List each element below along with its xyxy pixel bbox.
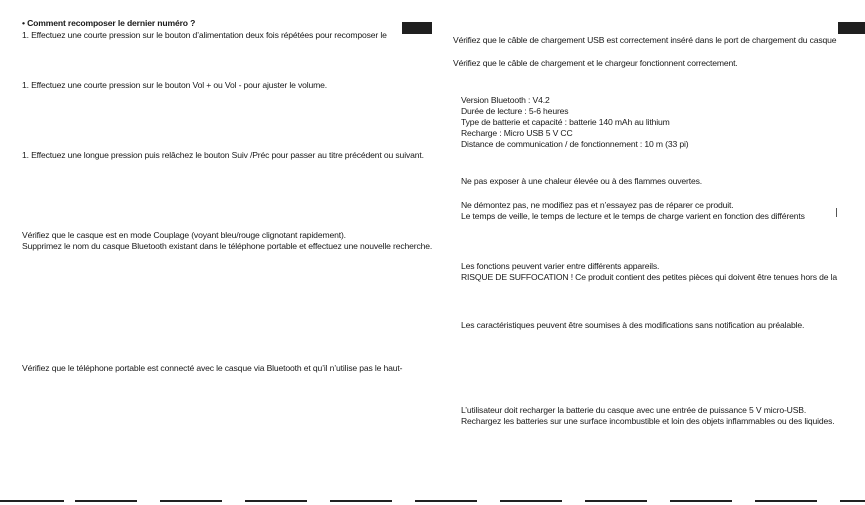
pairing-check-1: Vérifiez que le casque est en mode Couplage (voyant bleu/rouge clignotant rapidement).	[22, 230, 346, 240]
bottom-rule-4	[245, 500, 307, 502]
note-functions: Les fonctions peuvent varier entre différents appareils.	[461, 261, 660, 271]
connection-check: Vérifiez que le téléphone portable est connecté avec le casque via Bluetooth et qu’il n’utilise pas le haut-	[22, 363, 403, 373]
bottom-rule-11	[840, 500, 865, 502]
left-page-tab	[402, 22, 432, 34]
warning-suffocation: RISQUE DE SUFFOCATION ! Ce produit contient des petites pièces qui doivent être tenues hors de la	[461, 272, 838, 282]
bottom-rule-9	[670, 500, 732, 502]
bottom-rule-2	[75, 500, 137, 502]
right-edge-mark	[836, 208, 837, 217]
spec-range: Distance de communication / de fonctionnement : 10 m (33 pi)	[461, 139, 689, 149]
battery-note-1: L’utilisateur doit recharger la batterie du casque avec une entrée de puissance 5 V micro-USB.	[461, 405, 807, 415]
bottom-rule-3	[160, 500, 222, 502]
note-changes: Les caractéristiques peuvent être soumises à des modifications sans notification au préalable.	[461, 320, 805, 330]
charge-check-2: Vérifiez que le câble de chargement et le chargeur fonctionnent correctement.	[453, 58, 738, 68]
redial-instruction: 1. Effectuez une courte pression sur le bouton d’alimentation deux fois répétées pour recomposer le	[22, 30, 387, 40]
bottom-rule-10	[755, 500, 817, 502]
redial-heading: • Comment recomposer le dernier numéro ?	[22, 18, 196, 28]
warning-repair: Ne démontez pas, ne modifiez pas et n’essayez pas de réparer ce produit.	[461, 200, 734, 210]
spec-battery: Type de batterie et capacité : batterie 140 mAh au lithium	[461, 117, 670, 127]
right-page-tab	[838, 22, 865, 34]
spec-bluetooth: Version Bluetooth : V4.2	[461, 95, 550, 105]
bottom-rule-6	[415, 500, 477, 502]
bottom-rule-7	[500, 500, 562, 502]
volume-instruction: 1. Effectuez une courte pression sur le bouton Vol + ou Vol - pour ajuster le volume.	[22, 80, 328, 90]
pairing-check-2: Supprimez le nom du casque Bluetooth existant dans le téléphone portable et effectuez une nouvelle recherche.	[22, 241, 433, 251]
bottom-rule-8	[585, 500, 647, 502]
bottom-rule-1	[0, 500, 64, 502]
charge-check-1: Vérifiez que le câble de chargement USB est correctement inséré dans le port de chargement du casque	[453, 35, 837, 45]
battery-note-2: Rechargez les batteries sur une surface incombustible et loin des objets inflammables ou des liquides.	[461, 416, 835, 426]
note-times: Le temps de veille, le temps de lecture et le temps de charge varient en fonction des différents	[461, 211, 805, 221]
track-instruction: 1. Effectuez une longue pression puis relâchez le bouton Suiv /Préc pour passer au titre précédent ou suivant.	[22, 150, 424, 160]
spec-charging: Recharge : Micro USB 5 V CC	[461, 128, 573, 138]
spec-playtime: Durée de lecture : 5-6 heures	[461, 106, 569, 116]
bottom-rule-5	[330, 500, 392, 502]
warning-heat: Ne pas exposer à une chaleur élevée ou à des flammes ouvertes.	[461, 176, 703, 186]
